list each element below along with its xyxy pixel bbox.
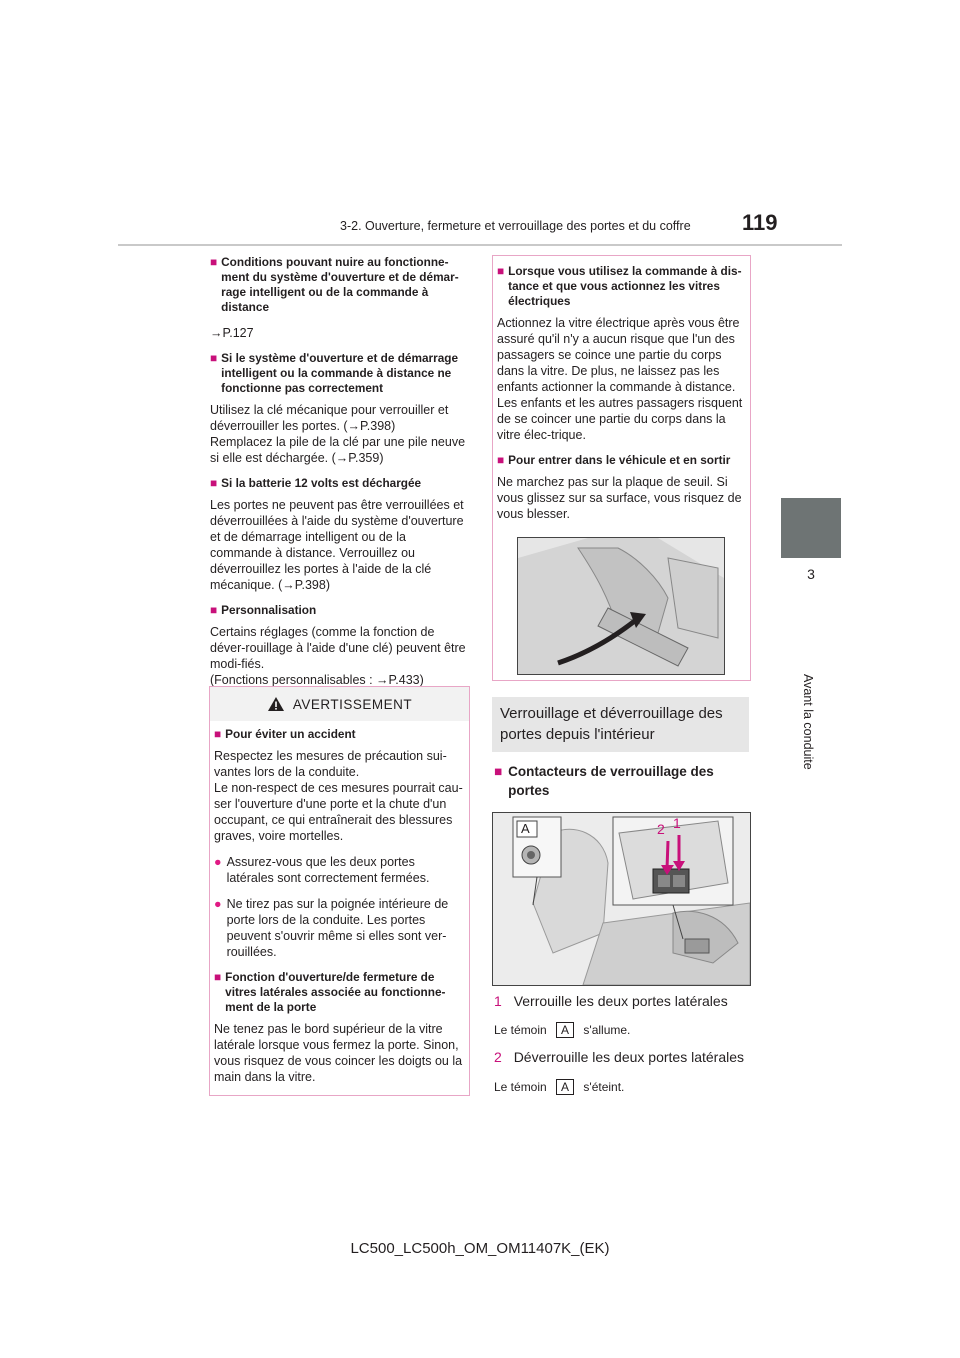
door-sill-drawing (518, 538, 724, 674)
section-heading (210, 255, 468, 315)
square-bullet-icon: ■ (214, 727, 222, 741)
right-warning-box (492, 255, 751, 681)
section-heading (497, 453, 746, 468)
square-bullet-icon: ■ (210, 255, 218, 269)
section-heading (210, 351, 468, 396)
door-lock-illustration (492, 812, 751, 986)
dot-bullet-icon: ● (214, 855, 222, 869)
heading-text: Conditions pouvant nuire au fonctionne-ment du système d'ouverture et de démar-rage intelligent ou de la commande à distance (221, 255, 459, 314)
step-text: Verrouille les deux portes latérales (513, 993, 728, 1009)
bullet-item (214, 896, 465, 960)
dot-bullet-icon: ● (214, 897, 222, 911)
warning-box (209, 686, 470, 1096)
chapter-tab (781, 498, 841, 558)
step-text: Déverrouille les deux portes latérales (513, 1049, 745, 1065)
section-heading (494, 762, 749, 800)
chapter-label-text: Avant la conduite (801, 674, 815, 770)
left-column (210, 255, 468, 688)
bullet-text: Ne tirez pas sur la poignée intérieure de porte lors de la conduite. Les portes peuvent s'ouvrir même si elles sont ver-rouillées. (226, 897, 449, 959)
heading-text: Pour éviter un accident (225, 727, 356, 741)
heading-text: Si la batterie 12 volts est déchargée (221, 476, 422, 490)
paragraph: Le non-respect de ces mesures pourrait cau-ser l'ouverture d'une porte et la chute d'un occupant, ce qui entraînerait des blessures graves, voire mortelles. (214, 781, 463, 843)
square-bullet-icon: ■ (210, 351, 218, 365)
square-bullet-icon: ■ (494, 764, 503, 779)
bullet-item (214, 854, 465, 886)
paragraph: Ne marchez pas sur la plaque de seuil. Si vous glissez sur sa surface, vous risquez de vous blesser. (497, 475, 742, 521)
indicator-label-box: A (556, 1022, 574, 1038)
warning-triangle-icon (267, 696, 285, 712)
heading-text: Personnalisation (221, 603, 317, 617)
warning-header (210, 687, 469, 721)
header-rule (118, 244, 842, 246)
indicator-label-box: A (556, 1079, 574, 1095)
paragraph: Ne tenez pas le bord supérieur de la vitre latérale lorsque vous fermez la porte. Sinon, vous risquez de vous coincer les doigts ou la main dans la vitre. (214, 1022, 463, 1084)
section-heading (497, 264, 746, 309)
square-bullet-icon: ■ (497, 453, 505, 467)
step-2 (494, 1048, 744, 1066)
section-heading (210, 476, 468, 491)
paragraph: Remplacez la pile de la clé par une pile neuve si elle est déchargée. (→P.359) (210, 435, 466, 465)
door-sill-illustration (517, 537, 725, 675)
note-text: s'allume. (583, 1023, 631, 1037)
chapter-label (801, 674, 821, 834)
paragraph: Les portes ne peuvent pas être verrouillées et déverrouillées à l'aide du système d'ouverture et de démarrage intelligent ou de la commande à distance. Verrouillez ou déverrouillez les portes à l'aide de la clé mécanique. (→P.398) (210, 498, 464, 592)
step-1 (494, 992, 728, 1010)
bullet-text: Assurez-vous que les deux portes latérales sont correctement fermées. (226, 855, 430, 885)
heading-text: Pour entrer dans le véhicule et en sortir (508, 453, 731, 467)
section-heading (210, 603, 468, 618)
heading-text: Contacteurs de verrouillage des portes (508, 764, 714, 798)
section-banner (492, 697, 749, 752)
figure-callout-1: 1 (673, 815, 681, 831)
banner-title: Verrouillage et déverrouillage des portes depuis l'intérieur (500, 705, 723, 743)
step-number: 2 (494, 1049, 502, 1065)
square-bullet-icon: ■ (497, 264, 505, 278)
heading-text: Fonction d'ouverture/de fermeture de vitres latérales associée au fonctionne-ment de la porte (225, 970, 446, 1014)
door-lock-drawing (493, 813, 750, 985)
square-bullet-icon: ■ (210, 476, 218, 490)
page-number: 119 (742, 210, 778, 235)
square-bullet-icon: ■ (214, 970, 222, 984)
footer-code: LC500_LC500h_OM_OM11407K_(EK) (350, 1240, 610, 1257)
running-header: 3-2. Ouverture, fermeture et verrouillage des portes et du coffre (340, 219, 691, 233)
paragraph: Utilisez la clé mécanique pour verrouiller et déverrouiller les portes. (→P.398) (210, 403, 449, 433)
square-bullet-icon: ■ (210, 603, 218, 617)
warning-heading (214, 970, 465, 1015)
heading-text: Lorsque vous utilisez la commande à dis-tance et que vous actionnez les vitres électriques (508, 264, 742, 308)
paragraph: (Fonctions personnalisables : →P.433) (210, 673, 424, 687)
step-1-note (494, 1022, 630, 1038)
paragraph: Respectez les mesures de précaution sui-vantes lors de la conduite. (214, 749, 447, 779)
warning-heading (214, 727, 465, 742)
note-text: Le témoin (494, 1080, 547, 1094)
warning-title: AVERTISSEMENT (292, 696, 413, 712)
heading-text: Si le système d'ouverture et de démarrage intelligent ou la commande à distance ne fonctionne pas correctement (221, 351, 459, 395)
step-number: 1 (494, 993, 502, 1009)
paragraph: Certains réglages (comme la fonction de déver-rouillage à l'aide d'une clé) peuvent être modi-fiés. (210, 625, 466, 671)
figure-callout-2: 2 (657, 821, 665, 837)
chapter-number: 3 (807, 566, 815, 582)
figure-label-a: A (521, 821, 530, 836)
step-2-note (494, 1079, 624, 1095)
reference: →P.127 (210, 326, 254, 340)
note-text: Le témoin (494, 1023, 547, 1037)
note-text: s'éteint. (583, 1080, 625, 1094)
paragraph: Actionnez la vitre électrique après vous être assuré qu'il n'y a aucun risque que l'un des passagers se coince une partie du corps dans la vitre. De plus, ne laissez pas les enfants actionner la commande à distance. Les enfants et les autres passagers risquent de se coincer une partie du corps dans la vitre élec-trique. (497, 316, 743, 442)
